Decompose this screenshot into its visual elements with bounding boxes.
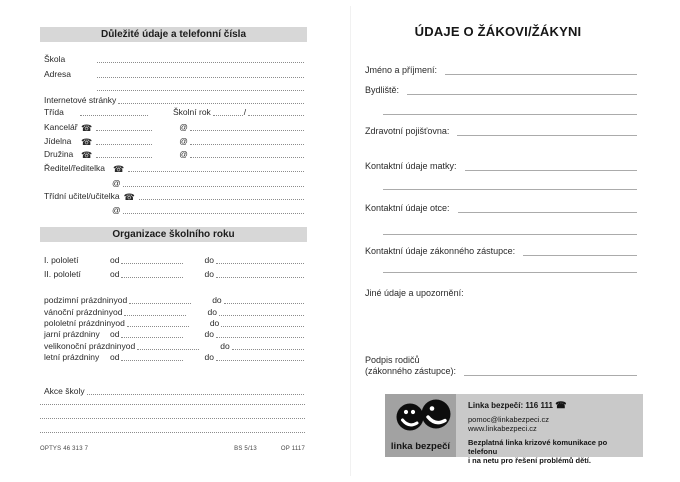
trida-row: [44, 106, 305, 118]
field-fill-line: [457, 126, 637, 136]
od-label: od: [110, 255, 120, 265]
holiday-row: [44, 328, 305, 340]
field-extra-line: [383, 114, 637, 115]
footer-code-op: OP 1117: [280, 446, 305, 452]
holiday-label: jarní prázdniny: [44, 329, 100, 339]
signature-label: [365, 355, 456, 377]
holiday-row: [44, 351, 305, 363]
helpline-note: [468, 438, 635, 465]
kancelar-phone-line: [96, 121, 152, 131]
field-row-bydliste: [365, 85, 637, 96]
linka-bezpeci-infobox: [385, 394, 643, 465]
jidelna-email-line: [190, 135, 304, 145]
field-row-matka: [365, 161, 637, 172]
druzina-phone-line: [96, 148, 152, 158]
do-fill-line: [216, 268, 304, 278]
reditel-row: [44, 162, 305, 174]
od-fill-line: [127, 317, 189, 327]
od-fill-line: [121, 254, 183, 264]
reditel-email-row: [44, 177, 305, 189]
akce-skoly-extra-line: [40, 418, 305, 419]
do-fill-line: [221, 317, 304, 327]
page-gutter-divider: [350, 6, 351, 476]
term-row: [44, 254, 305, 266]
term-row: [44, 268, 305, 280]
field-label: Kontaktní údaje otce:: [365, 203, 450, 213]
phone-icon: ☎: [123, 192, 135, 202]
web-row: [44, 94, 305, 106]
helpline-number: Linka bezpečí: 116 111: [468, 401, 553, 410]
field-row-jine-udaje: [365, 288, 637, 299]
field-row-pojistovna: [365, 126, 637, 137]
field-fill-line: [465, 161, 637, 171]
tridni-phone-line: [139, 190, 304, 200]
at-icon: @: [179, 122, 188, 132]
phone-icon: ☎: [81, 137, 93, 147]
field-label: Bydliště:: [365, 85, 400, 95]
druzina-row: [44, 148, 305, 160]
od-label: od: [125, 341, 136, 351]
adresa-fill-line-2: [97, 81, 304, 91]
field-extra-line: [383, 234, 637, 235]
do-fill-line: [219, 306, 304, 316]
adresa-fill-line: [97, 68, 304, 78]
do-fill-line: [224, 294, 304, 304]
od-fill-line: [124, 306, 186, 316]
kancelar-email-line: [190, 121, 304, 131]
jidelna-label: Jídelna: [44, 136, 72, 146]
reditel-email-line: [123, 177, 304, 187]
holiday-label: pololetní prázdniny: [44, 318, 116, 328]
at-icon: @: [179, 136, 188, 146]
od-fill-line: [137, 340, 199, 350]
field-row-zastupce: [365, 246, 637, 257]
holiday-label: velikonoční prázdniny: [44, 341, 126, 351]
phone-icon: ☎: [81, 123, 93, 133]
field-row-jmeno: [365, 65, 637, 76]
reditel-label: Ředitel/ředitelka: [44, 163, 105, 173]
tridni-email-row: [44, 204, 305, 216]
section-header-important: Důležité údaje a telefonní čísla: [40, 27, 307, 42]
akce-skoly-extra-line: [40, 404, 305, 405]
phone-icon: ☎: [555, 400, 567, 410]
at-icon: @: [112, 178, 121, 188]
web-fill-line: [118, 94, 304, 104]
do-label: do: [204, 329, 214, 339]
print-footer: [40, 446, 305, 452]
kancelar-label: Kancelář: [44, 122, 78, 132]
do-label: do: [220, 341, 230, 351]
od-label: od: [110, 329, 120, 339]
akce-skoly-row: [44, 385, 305, 397]
druzina-email-line: [190, 148, 304, 158]
field-label: Zdravotní pojišťovna:: [365, 126, 450, 136]
helpline-headline: [468, 400, 635, 411]
od-fill-line: [121, 351, 183, 361]
field-extra-line: [383, 189, 637, 190]
field-label: Kontaktní údaje matky:: [365, 161, 457, 171]
linka-bezpeci-faces-icon: [389, 397, 452, 439]
od-fill-line: [121, 328, 183, 338]
helpline-note-line2: i na netu pro řešení problémů dětí.: [468, 456, 591, 465]
phone-icon: ☎: [81, 150, 93, 160]
field-fill-line: [523, 246, 637, 256]
jidelna-row: [44, 135, 305, 147]
footer-code-bs: BS 5/13: [234, 446, 257, 452]
term-label: II. pololetí: [44, 269, 81, 279]
do-fill-line: [216, 328, 304, 338]
signature-label-line2: (zákonného zástupce):: [365, 366, 457, 376]
term-label: I. pololetí: [44, 255, 79, 265]
do-fill-line: [216, 254, 304, 264]
right-page: [352, 0, 644, 482]
trida-label: Třída: [44, 107, 64, 117]
akce-skoly-extra-line: [40, 432, 305, 433]
field-label: Jiné údaje a upozornění:: [365, 288, 464, 298]
at-icon: @: [179, 149, 188, 159]
skolni-rok-fill-2: [248, 106, 304, 116]
helpline-web: www.linkabezpeci.cz: [468, 424, 537, 433]
holiday-label: podzimní prázdniny: [44, 295, 118, 305]
druzina-label: Družina: [44, 149, 74, 159]
signature-label-line1: Podpis rodičů: [365, 355, 420, 365]
do-fill-line: [216, 351, 304, 361]
do-label: do: [209, 318, 220, 328]
linka-bezpeci-logo-panel: [385, 394, 456, 457]
akce-skoly-fill-line: [87, 385, 304, 395]
print-code: OPTYS 46 313 7: [40, 446, 89, 452]
skolni-rok-label: Školní rok: [173, 107, 211, 117]
do-fill-line: [232, 340, 304, 350]
tridni-label: Třídní učitel/učitelka: [44, 191, 120, 201]
od-label: od: [110, 352, 120, 362]
field-fill-line: [407, 85, 637, 95]
holiday-row: [44, 294, 305, 306]
tridni-email-line: [123, 204, 304, 214]
phone-icon: ☎: [112, 164, 125, 174]
do-label: do: [207, 307, 217, 317]
section-header-organizace: Organizace školního roku: [40, 227, 307, 242]
adresa-row: [44, 68, 305, 80]
do-label: do: [204, 255, 214, 265]
skola-row: [44, 53, 305, 65]
left-page: [40, 0, 307, 482]
linka-bezpeci-wordmark: linka bezpečí: [390, 441, 451, 452]
signature-row: [365, 355, 637, 377]
od-label: od: [117, 295, 128, 305]
od-label: od: [110, 269, 120, 279]
web-label: Internetové stránky: [44, 95, 117, 105]
od-label: od: [113, 307, 123, 317]
signature-fill-line: [464, 366, 637, 376]
helpline-note-line1: Bezplatná linka krizové komunikace po telefonu: [468, 438, 608, 456]
skolni-rok-fill-1: [213, 106, 243, 116]
holiday-label: letní prázdniny: [44, 352, 100, 362]
field-label: Jméno a příjmení:: [365, 65, 438, 75]
linka-bezpeci-info-panel: [456, 394, 643, 465]
do-label: do: [204, 352, 214, 362]
akce-skoly-label: Akce školy: [44, 386, 85, 396]
at-icon: @: [112, 205, 121, 215]
field-extra-line: [383, 272, 637, 273]
od-label: od: [115, 318, 125, 328]
skola-label: Škola: [44, 54, 66, 64]
helpline-contacts: [468, 415, 635, 433]
adresa-row-2: [44, 81, 305, 93]
reditel-phone-line: [128, 162, 304, 172]
helpline-email: pomoc@linkabezpeci.cz: [468, 415, 549, 424]
do-label: do: [212, 295, 222, 305]
field-row-otec: [365, 203, 637, 214]
field-fill-line: [445, 65, 637, 75]
adresa-label: Adresa: [44, 69, 71, 79]
od-fill-line: [121, 268, 183, 278]
tridni-row: [44, 190, 305, 202]
field-fill-line: [458, 203, 637, 213]
jidelna-phone-line: [96, 135, 152, 145]
od-fill-line: [129, 294, 191, 304]
kancelar-row: [44, 121, 305, 133]
skolni-rok-slash: /: [243, 107, 247, 117]
holiday-label: vánoční prázdniny: [44, 307, 113, 317]
skola-fill-line: [97, 53, 304, 63]
field-label: Kontaktní údaje zákonného zástupce:: [365, 246, 516, 256]
page-title: ÚDAJE O ŽÁKOVI/ŽÁKYNI: [414, 24, 582, 39]
trida-fill-line: [80, 106, 148, 116]
do-label: do: [204, 269, 214, 279]
